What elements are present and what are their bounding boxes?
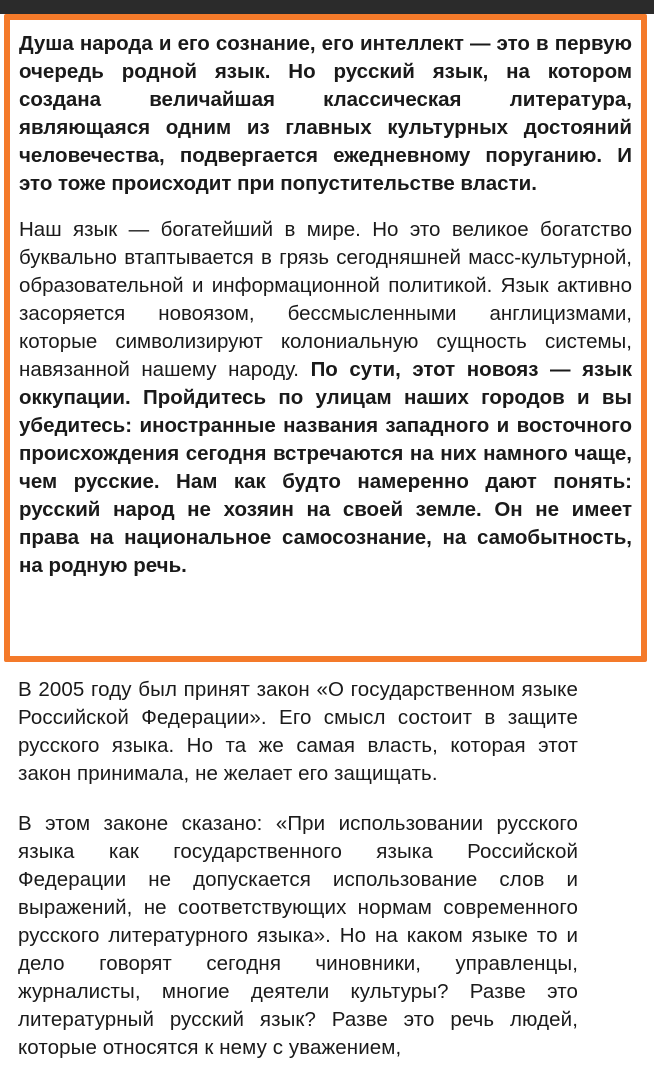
paragraph-language-richness (19, 216, 632, 580)
article-body (18, 676, 578, 1062)
paragraph-bold-text: По сути, этот новояз — язык оккупации. Пройдитесь по улицам наших городов и вы убедитесь: иностранные названия западного и восточного происхождения сегодня встречаются на них намного чаще, чем русские. Нам как будто намеренно дают понять: русский народ не хозяин на своей земле. Он не имеет права на национальное самосознание, на самобытность, на родную речь. (19, 358, 632, 577)
paragraph-gap (18, 788, 578, 810)
paragraph-regular-text: Наш язык — богатейший в мире. Но это великое богатство буквально втаптывается в грязь сегодняшней масс-культурной, образовательной и информационной политикой. Язык активно засоряется новоязом, бессмысленными англицизмами, которые символизируют колониальную сущность системы, навязанной нашему народу. (19, 218, 632, 381)
highlighted-excerpt (4, 14, 647, 662)
paragraph-bold-intro: Душа народа и его сознание, его интеллект — это в первую очередь родной язык. Но русский язык, на котором создана величайшая классическая литература, являющаяся одним из главных культурных достояний человечества, подвергается ежедневному поруганию. И это тоже происходит при попустительстве власти. (19, 32, 632, 195)
paragraph-gap (19, 198, 632, 216)
excerpt-content (10, 20, 641, 580)
top-status-strip (0, 0, 654, 14)
paragraph-law-2005: В 2005 году был принят закон «О государственном языке Российской Федерации». Его смысл состоит в защите русского языка. Но та же самая власть, которая этот закон принимала, не желает его защищать. (18, 678, 578, 785)
paragraph-law-quote: В этом законе сказано: «При использовании русского языка как государственного языка Российской Федерации не допускается использование слов и выражений, не соответствующих нормам современного русского литературного языка». Но на каком языке то и дело говорят сегодня чиновники, управленцы, журналисты, многие деятели культуры? Разве это литературный русский язык? Разве это речь людей, которые относятся к нему с уважением, (18, 812, 578, 1059)
